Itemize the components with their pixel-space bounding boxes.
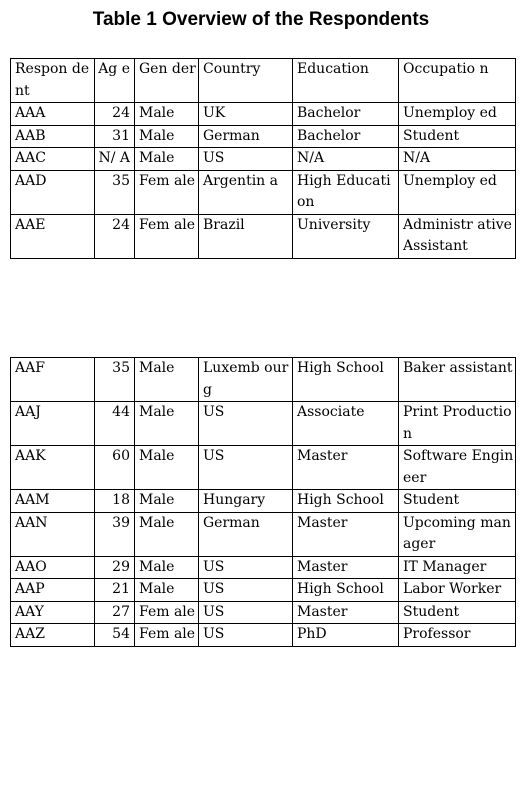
- table-cell: Software Engineer: [399, 446, 516, 490]
- table-cell: N/A: [399, 148, 516, 171]
- table-cell: Male: [135, 148, 199, 171]
- header-row: [11, 59, 516, 103]
- table-cell: US: [199, 148, 293, 171]
- table-cell: University: [293, 214, 399, 258]
- table-cell: Upcoming manager: [399, 512, 516, 556]
- table-cell: Male: [135, 446, 199, 490]
- table-row: [11, 402, 516, 446]
- table-cell: AAN: [11, 512, 95, 556]
- table-cell: Male: [135, 556, 199, 579]
- table-cell: Country: [199, 59, 293, 103]
- table-cell: Fem ale: [135, 624, 199, 647]
- table-cell: 44: [95, 402, 135, 446]
- table-cell: German: [199, 125, 293, 148]
- table-cell: Male: [135, 402, 199, 446]
- table-cell: 29: [95, 556, 135, 579]
- table-cell: German: [199, 512, 293, 556]
- table-cell: AAP: [11, 579, 95, 602]
- table-cell: US: [199, 601, 293, 624]
- table-row: [11, 490, 516, 513]
- table-cell: Master: [293, 446, 399, 490]
- table-cell: US: [199, 624, 293, 647]
- table-cell: Male: [135, 103, 199, 126]
- table-cell: Ag e: [95, 59, 135, 103]
- table-cell: IT Manager: [399, 556, 516, 579]
- table-cell: US: [199, 402, 293, 446]
- table-cell: Master: [293, 512, 399, 556]
- table-cell: Student: [399, 125, 516, 148]
- table-title: Table 1 Overview of the Respondents: [92, 9, 430, 30]
- respondents-table-part-2: [10, 357, 516, 647]
- table-row: [11, 624, 516, 647]
- table-cell: High Education: [293, 170, 399, 214]
- table-cell: Gen der: [135, 59, 199, 103]
- table-cell: AAF: [11, 358, 95, 402]
- table-cell: High School: [293, 579, 399, 602]
- table-cell: AAY: [11, 601, 95, 624]
- table-cell: Master: [293, 556, 399, 579]
- table-row: [11, 103, 516, 126]
- table-cell: Brazil: [199, 214, 293, 258]
- table-cell: UK: [199, 103, 293, 126]
- table-cell: Male: [135, 125, 199, 148]
- table-cell: Bachelor: [293, 103, 399, 126]
- table-row: [11, 125, 516, 148]
- respondents-table-part-1: [10, 58, 516, 259]
- table-cell: Unemploy ed: [399, 103, 516, 126]
- table-cell: Male: [135, 358, 199, 402]
- table-cell: Student: [399, 490, 516, 513]
- table-cell: High School: [293, 490, 399, 513]
- table-row: [11, 148, 516, 171]
- table-row: [11, 556, 516, 579]
- table-cell: 60: [95, 446, 135, 490]
- table-cell: Unemploy ed: [399, 170, 516, 214]
- table-row: [11, 512, 516, 556]
- table-cell: Luxemb ourg: [199, 358, 293, 402]
- table-cell: 54: [95, 624, 135, 647]
- table-cell: Labor Worker: [399, 579, 516, 602]
- table-cell: Master: [293, 601, 399, 624]
- table-cell: 35: [95, 358, 135, 402]
- table-cell: AAK: [11, 446, 95, 490]
- table-cell: US: [199, 556, 293, 579]
- table-row: [11, 446, 516, 490]
- table-cell: AAM: [11, 490, 95, 513]
- table-cell: 24: [95, 214, 135, 258]
- table-cell: AAA: [11, 103, 95, 126]
- table-cell: AAD: [11, 170, 95, 214]
- table-cell: AAJ: [11, 402, 95, 446]
- table-cell: 31: [95, 125, 135, 148]
- table-cell: AAE: [11, 214, 95, 258]
- table-cell: Fem ale: [135, 601, 199, 624]
- table-cell: US: [199, 579, 293, 602]
- table-cell: Hungary: [199, 490, 293, 513]
- table-cell: Print Productio n: [399, 402, 516, 446]
- table-row: [11, 601, 516, 624]
- table-cell: Male: [135, 512, 199, 556]
- table-cell: 24: [95, 103, 135, 126]
- table-cell: Professor: [399, 624, 516, 647]
- table-cell: AAC: [11, 148, 95, 171]
- table-cell: Occupatio n: [399, 59, 516, 103]
- table-cell: Associate: [293, 402, 399, 446]
- table-cell: Respon dent: [11, 59, 95, 103]
- table-cell: Administr ative Assistant: [399, 214, 516, 258]
- table-row: [11, 358, 516, 402]
- table-cell: Student: [399, 601, 516, 624]
- table-cell: Bachelor: [293, 125, 399, 148]
- table-cell: 21: [95, 579, 135, 602]
- table-row: [11, 214, 516, 258]
- table-cell: Baker assistant: [399, 358, 516, 402]
- table-row: [11, 579, 516, 602]
- table-cell: AAO: [11, 556, 95, 579]
- table-cell: Fem ale: [135, 214, 199, 258]
- table-cell: Male: [135, 490, 199, 513]
- table-cell: PhD: [293, 624, 399, 647]
- table-cell: N/ A: [95, 148, 135, 171]
- table-cell: AAZ: [11, 624, 95, 647]
- table-cell: N/A: [293, 148, 399, 171]
- table-cell: 35: [95, 170, 135, 214]
- table-cell: Argentin a: [199, 170, 293, 214]
- table-cell: 39: [95, 512, 135, 556]
- table-cell: AAB: [11, 125, 95, 148]
- table-row: [11, 170, 516, 214]
- table-cell: 27: [95, 601, 135, 624]
- table-cell: 18: [95, 490, 135, 513]
- table-cell: High School: [293, 358, 399, 402]
- table-cell: US: [199, 446, 293, 490]
- table-cell: Fem ale: [135, 170, 199, 214]
- table-cell: Education: [293, 59, 399, 103]
- table-cell: Male: [135, 579, 199, 602]
